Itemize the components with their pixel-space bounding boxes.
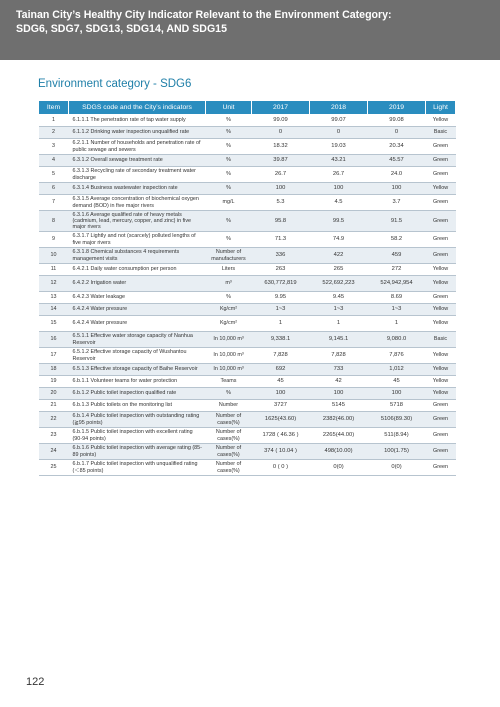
cell-2018: 498(10.00) bbox=[310, 444, 368, 460]
cell-indicator: 6.2.1.1 Number of households and penetration rate of public sewage and sewers bbox=[69, 139, 206, 155]
cell-2019: 459 bbox=[368, 248, 426, 264]
table-row bbox=[39, 292, 456, 304]
cell-light: Green bbox=[426, 139, 456, 155]
cell-indicator: 6.b.1.1 Volunteer teams for water protection bbox=[69, 376, 206, 388]
table-row bbox=[39, 155, 456, 167]
cell-item: 10 bbox=[39, 248, 69, 264]
cell-2017: 374 ( 10.04 ) bbox=[252, 444, 310, 460]
cell-unit: In 10,000 m³ bbox=[206, 364, 252, 376]
table-row bbox=[39, 376, 456, 388]
cell-light: Green bbox=[426, 412, 456, 428]
cell-indicator: 6.b.1.5 Public toilet inspection with excellent rating (90-94 points) bbox=[69, 428, 206, 444]
column-header-2019: 2019 bbox=[368, 101, 426, 115]
table-row bbox=[39, 248, 456, 264]
cell-item: 2 bbox=[39, 127, 69, 139]
cell-unit: % bbox=[206, 155, 252, 167]
cell-item: 19 bbox=[39, 376, 69, 388]
cell-2018: 2382(46.00) bbox=[310, 412, 368, 428]
cell-indicator: 6.1.1.1 The penetration rate of tap water supply bbox=[69, 115, 206, 127]
cell-indicator: 6.3.1.8 Chemical substances 4 requirements management visits bbox=[69, 248, 206, 264]
cell-2019: 524,942,954 bbox=[368, 276, 426, 292]
table-row bbox=[39, 412, 456, 428]
cell-2019: 0(0) bbox=[368, 460, 426, 476]
cell-light: Yellow bbox=[426, 316, 456, 332]
page-header-title-line1: Tainan City’s Healthy City Indicator Relevant to the Environment Category: bbox=[16, 9, 392, 21]
cell-indicator: 6.4.2.4 Water pressure bbox=[69, 304, 206, 316]
cell-2019: 9,080.0 bbox=[368, 332, 426, 348]
cell-light: Green bbox=[426, 248, 456, 264]
cell-2018: 99.5 bbox=[310, 211, 368, 232]
table-row bbox=[39, 183, 456, 195]
cell-2018: 100 bbox=[310, 388, 368, 400]
cell-2018: 26.7 bbox=[310, 167, 368, 183]
cell-2017: 263 bbox=[252, 264, 310, 276]
cell-2017: 7,828 bbox=[252, 348, 310, 364]
cell-unit: % bbox=[206, 232, 252, 248]
column-header-indicator: SDGS code and the City’s indicators bbox=[69, 101, 206, 115]
cell-2017: 71.3 bbox=[252, 232, 310, 248]
sdg6-indicator-table bbox=[38, 100, 456, 476]
cell-2019: 1,012 bbox=[368, 364, 426, 376]
cell-2017: 39.87 bbox=[252, 155, 310, 167]
cell-2019: 8.69 bbox=[368, 292, 426, 304]
cell-2018: 522,692,223 bbox=[310, 276, 368, 292]
cell-item: 6 bbox=[39, 183, 69, 195]
table-body bbox=[39, 115, 456, 476]
table-row bbox=[39, 264, 456, 276]
cell-item: 21 bbox=[39, 400, 69, 412]
column-header-2017: 2017 bbox=[252, 101, 310, 115]
cell-unit: % bbox=[206, 139, 252, 155]
cell-unit: % bbox=[206, 183, 252, 195]
page-number: 122 bbox=[26, 676, 45, 688]
cell-indicator: 6.3.1.2 Overall sewage treatment rate bbox=[69, 155, 206, 167]
cell-unit: % bbox=[206, 292, 252, 304]
cell-2018: 42 bbox=[310, 376, 368, 388]
cell-2017: 1625(43.60) bbox=[252, 412, 310, 428]
cell-2018: 0(0) bbox=[310, 460, 368, 476]
table-row bbox=[39, 364, 456, 376]
cell-2019: 45 bbox=[368, 376, 426, 388]
cell-indicator: 6.5.1.2 Effective storage capacity of Wushantou Reservoir bbox=[69, 348, 206, 364]
cell-item: 18 bbox=[39, 364, 69, 376]
cell-light: Yellow bbox=[426, 348, 456, 364]
cell-item: 22 bbox=[39, 412, 69, 428]
cell-2019: 511(8.94) bbox=[368, 428, 426, 444]
cell-unit: Teams bbox=[206, 376, 252, 388]
table-row bbox=[39, 115, 456, 127]
cell-indicator: 6.4.2.1 Daily water consumption per person bbox=[69, 264, 206, 276]
cell-light: Yellow bbox=[426, 264, 456, 276]
cell-item: 14 bbox=[39, 304, 69, 316]
cell-indicator: 6.1.1.2 Drinking water inspection unqualified rate bbox=[69, 127, 206, 139]
cell-item: 11 bbox=[39, 264, 69, 276]
cell-light: Basic bbox=[426, 332, 456, 348]
cell-light: Green bbox=[426, 444, 456, 460]
cell-indicator: 6.3.1.4 Business wastewater inspection rate bbox=[69, 183, 206, 195]
table-row bbox=[39, 276, 456, 292]
cell-2019: 7,876 bbox=[368, 348, 426, 364]
cell-indicator: 6.b.1.2 Public toilet inspection qualified rate bbox=[69, 388, 206, 400]
cell-2018: 19.03 bbox=[310, 139, 368, 155]
cell-item: 9 bbox=[39, 232, 69, 248]
table-row bbox=[39, 348, 456, 364]
cell-2019: 20.34 bbox=[368, 139, 426, 155]
cell-indicator: 6.b.1.4 Public toilet inspection with outstanding rating (≧95 points) bbox=[69, 412, 206, 428]
cell-2019: 58.2 bbox=[368, 232, 426, 248]
column-header-item: Item bbox=[39, 101, 69, 115]
cell-2017: 5.3 bbox=[252, 195, 310, 211]
cell-2019: 100 bbox=[368, 388, 426, 400]
cell-indicator: 6.3.1.3 Recycling rate of secondary treatment water discharge bbox=[69, 167, 206, 183]
table-row bbox=[39, 167, 456, 183]
cell-2019: 91.5 bbox=[368, 211, 426, 232]
cell-indicator: 6.5.1.1 Effective water storage capacity of Nanhua Reservoir bbox=[69, 332, 206, 348]
cell-unit: m³ bbox=[206, 276, 252, 292]
table-row bbox=[39, 316, 456, 332]
cell-2017: 99.09 bbox=[252, 115, 310, 127]
cell-unit: Number of cases(%) bbox=[206, 460, 252, 476]
cell-2018: 422 bbox=[310, 248, 368, 264]
cell-light: Yellow bbox=[426, 376, 456, 388]
cell-light: Yellow bbox=[426, 388, 456, 400]
table-row bbox=[39, 444, 456, 460]
cell-indicator: 6.b.1.6 Public toilet inspection with average rating (85-89 points) bbox=[69, 444, 206, 460]
cell-unit: Number of cases(%) bbox=[206, 444, 252, 460]
cell-2017: 45 bbox=[252, 376, 310, 388]
table-row bbox=[39, 139, 456, 155]
table-row bbox=[39, 332, 456, 348]
table-header-row bbox=[39, 101, 456, 115]
cell-unit: % bbox=[206, 127, 252, 139]
cell-2018: 5145 bbox=[310, 400, 368, 412]
cell-light: Green bbox=[426, 155, 456, 167]
cell-2018: 1 bbox=[310, 316, 368, 332]
cell-2017: 100 bbox=[252, 183, 310, 195]
cell-indicator: 6.3.1.6 Average qualified rate of heavy metals (cadmium, lead, mercury, copper, and zinc) in five major rivers bbox=[69, 211, 206, 232]
cell-item: 8 bbox=[39, 211, 69, 232]
table-row bbox=[39, 211, 456, 232]
cell-2018: 0 bbox=[310, 127, 368, 139]
cell-unit: Kg/cm² bbox=[206, 316, 252, 332]
page-header-banner bbox=[0, 0, 500, 60]
cell-2018: 9,145.1 bbox=[310, 332, 368, 348]
cell-2017: 630,772,819 bbox=[252, 276, 310, 292]
cell-2017: 18.32 bbox=[252, 139, 310, 155]
table-row bbox=[39, 304, 456, 316]
page-header-title-line2: SDG6, SDG7, SDG13, SDG14, AND SDG15 bbox=[16, 23, 227, 35]
cell-light: Basic bbox=[426, 127, 456, 139]
cell-item: 17 bbox=[39, 348, 69, 364]
cell-2017: 9.95 bbox=[252, 292, 310, 304]
cell-2017: 3727 bbox=[252, 400, 310, 412]
cell-unit: mg/L bbox=[206, 195, 252, 211]
cell-item: 20 bbox=[39, 388, 69, 400]
table-row bbox=[39, 127, 456, 139]
cell-light: Green bbox=[426, 292, 456, 304]
cell-2019: 100 bbox=[368, 183, 426, 195]
cell-2017: 336 bbox=[252, 248, 310, 264]
cell-2017: 26.7 bbox=[252, 167, 310, 183]
cell-light: Yellow bbox=[426, 276, 456, 292]
cell-2017: 1728 ( 46.36 ) bbox=[252, 428, 310, 444]
cell-2019: 5718 bbox=[368, 400, 426, 412]
cell-indicator: 6.5.1.3 Effective storage capacity of Baihe Reservoir bbox=[69, 364, 206, 376]
cell-light: Yellow bbox=[426, 304, 456, 316]
cell-unit: Kg/cm² bbox=[206, 304, 252, 316]
cell-2018: 733 bbox=[310, 364, 368, 376]
cell-unit: % bbox=[206, 388, 252, 400]
cell-2018: 74.9 bbox=[310, 232, 368, 248]
cell-light: Green bbox=[426, 167, 456, 183]
cell-light: Yellow bbox=[426, 364, 456, 376]
cell-item: 12 bbox=[39, 276, 69, 292]
cell-light: Yellow bbox=[426, 115, 456, 127]
cell-2019: 1 bbox=[368, 316, 426, 332]
section-title: Environment category - SDG6 bbox=[38, 78, 192, 90]
cell-item: 16 bbox=[39, 332, 69, 348]
cell-unit: Number of cases(%) bbox=[206, 412, 252, 428]
cell-2019: 272 bbox=[368, 264, 426, 276]
cell-item: 25 bbox=[39, 460, 69, 476]
cell-unit: In 10,000 m³ bbox=[206, 332, 252, 348]
cell-item: 23 bbox=[39, 428, 69, 444]
cell-light: Green bbox=[426, 232, 456, 248]
cell-unit: Liters bbox=[206, 264, 252, 276]
cell-2017: 0 ( 0 ) bbox=[252, 460, 310, 476]
cell-2019: 45.57 bbox=[368, 155, 426, 167]
table-row bbox=[39, 428, 456, 444]
cell-2017: 9,338.1 bbox=[252, 332, 310, 348]
cell-unit: Number bbox=[206, 400, 252, 412]
table-row bbox=[39, 232, 456, 248]
cell-2018: 4.5 bbox=[310, 195, 368, 211]
cell-light: Yellow bbox=[426, 183, 456, 195]
cell-indicator: 6.4.2.2 Irrigation water bbox=[69, 276, 206, 292]
cell-item: 3 bbox=[39, 139, 69, 155]
cell-item: 4 bbox=[39, 155, 69, 167]
cell-2017: 0 bbox=[252, 127, 310, 139]
cell-indicator: 6.4.2.3 Water leakage bbox=[69, 292, 206, 304]
cell-item: 1 bbox=[39, 115, 69, 127]
cell-unit: Number of manufacturers bbox=[206, 248, 252, 264]
cell-indicator: 6.b.1.7 Public toilet inspection with unqualified rating (＜85 points) bbox=[69, 460, 206, 476]
cell-light: Green bbox=[426, 428, 456, 444]
cell-2018: 265 bbox=[310, 264, 368, 276]
column-header-light: Light bbox=[426, 101, 456, 115]
cell-2018: 99.07 bbox=[310, 115, 368, 127]
cell-unit: % bbox=[206, 167, 252, 183]
cell-2019: 24.0 bbox=[368, 167, 426, 183]
cell-item: 7 bbox=[39, 195, 69, 211]
cell-indicator: 6.b.1.3 Public toilets on the monitoring list bbox=[69, 400, 206, 412]
table-row bbox=[39, 195, 456, 211]
cell-2018: 7,828 bbox=[310, 348, 368, 364]
cell-2018: 100 bbox=[310, 183, 368, 195]
cell-2017: 100 bbox=[252, 388, 310, 400]
cell-2017: 95.8 bbox=[252, 211, 310, 232]
cell-item: 24 bbox=[39, 444, 69, 460]
cell-indicator: 6.4.2.4 Water pressure bbox=[69, 316, 206, 332]
cell-2017: 692 bbox=[252, 364, 310, 376]
cell-2019: 0 bbox=[368, 127, 426, 139]
cell-light: Green bbox=[426, 400, 456, 412]
table-row bbox=[39, 388, 456, 400]
cell-2019: 5106(89.30) bbox=[368, 412, 426, 428]
cell-light: Green bbox=[426, 195, 456, 211]
cell-light: Green bbox=[426, 460, 456, 476]
table-row bbox=[39, 460, 456, 476]
cell-2019: 100(1.75) bbox=[368, 444, 426, 460]
column-header-2018: 2018 bbox=[310, 101, 368, 115]
cell-2018: 2265(44.00) bbox=[310, 428, 368, 444]
cell-2018: 9.45 bbox=[310, 292, 368, 304]
cell-2018: 43.21 bbox=[310, 155, 368, 167]
cell-item: 5 bbox=[39, 167, 69, 183]
cell-unit: % bbox=[206, 211, 252, 232]
cell-item: 15 bbox=[39, 316, 69, 332]
cell-item: 13 bbox=[39, 292, 69, 304]
cell-2017: 1~3 bbox=[252, 304, 310, 316]
cell-2019: 99.08 bbox=[368, 115, 426, 127]
cell-unit: In 10,000 m³ bbox=[206, 348, 252, 364]
cell-2018: 1~3 bbox=[310, 304, 368, 316]
table-row bbox=[39, 400, 456, 412]
cell-2019: 3.7 bbox=[368, 195, 426, 211]
column-header-unit: Unit bbox=[206, 101, 252, 115]
cell-indicator: 6.3.1.5 Average concentration of biochemical oxygen demand (BOD) in five major rivers bbox=[69, 195, 206, 211]
cell-2019: 1~3 bbox=[368, 304, 426, 316]
cell-light: Green bbox=[426, 211, 456, 232]
cell-unit: % bbox=[206, 115, 252, 127]
cell-2017: 1 bbox=[252, 316, 310, 332]
cell-indicator: 6.3.1.7 Lightly and not (scarcely) polluted lengths of five major rivers bbox=[69, 232, 206, 248]
cell-unit: Number of cases(%) bbox=[206, 428, 252, 444]
